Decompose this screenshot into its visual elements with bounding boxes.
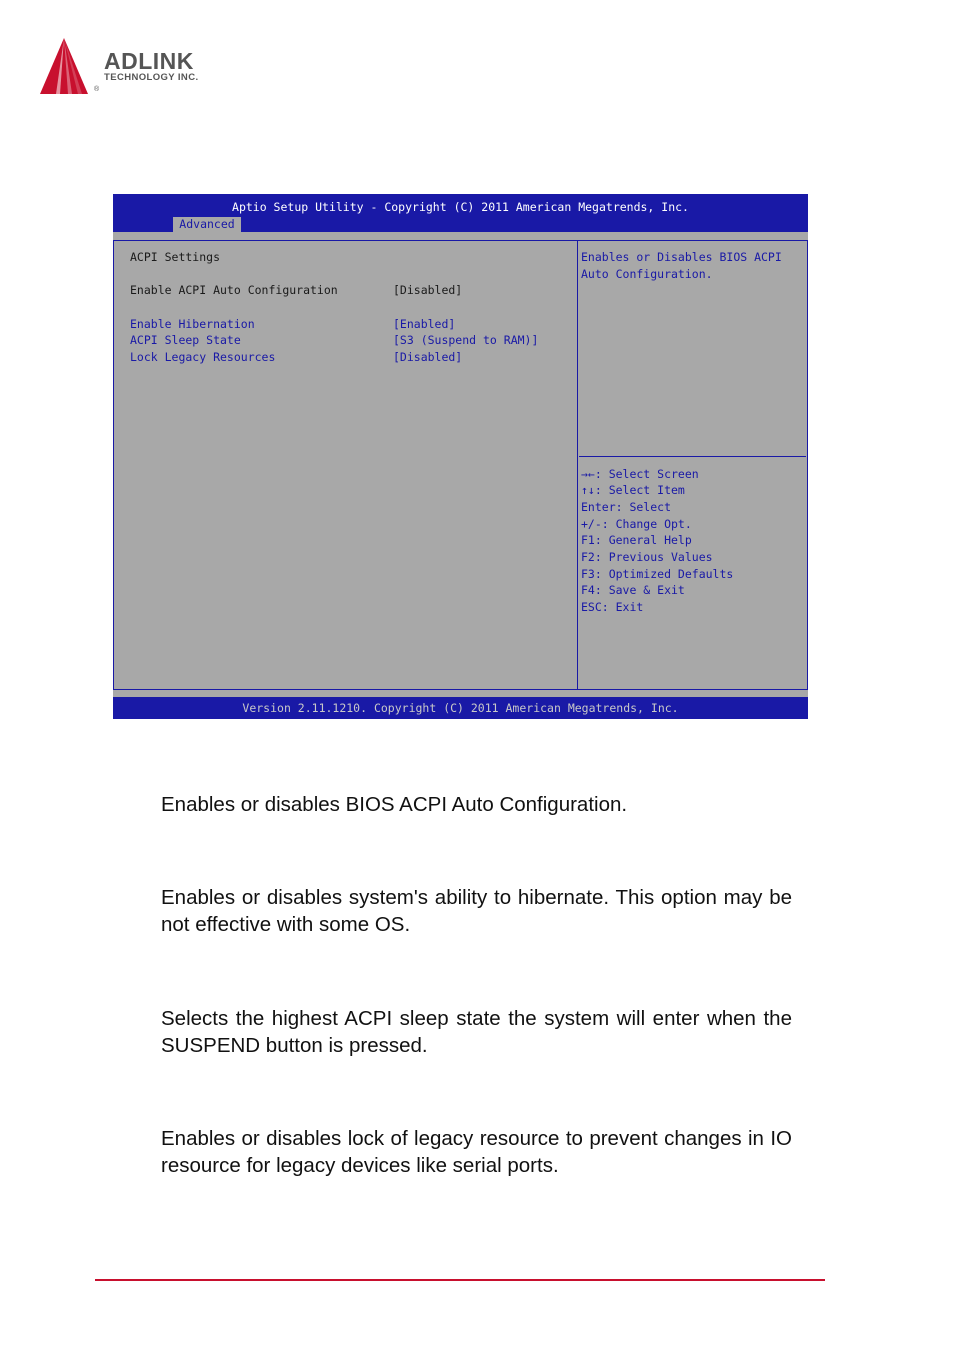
help-text-line: Enables or Disables BIOS ACPI xyxy=(581,250,782,264)
bios-main-frame xyxy=(113,240,808,690)
footer-rule xyxy=(95,1279,825,1281)
description-sleep-state: Selects the highest ACPI sleep state the system will enter when the SUSPEND button is pressed. xyxy=(161,1007,792,1057)
bios-column-divider xyxy=(577,240,578,690)
tab-advanced[interactable]: Advanced xyxy=(173,217,241,232)
bios-help-divider xyxy=(579,456,806,457)
brand-subtitle: TECHNOLOGY INC. xyxy=(104,72,199,83)
key-help-select-screen: →←: Select Screen xyxy=(581,467,699,481)
setting-value-sleep-state[interactable]: [S3 (Suspend to RAM)] xyxy=(393,333,539,347)
setting-value-legacy-resources[interactable]: [Disabled] xyxy=(393,350,463,364)
key-help-enter: Enter: Select xyxy=(581,500,672,514)
key-help-f1: F1: General Help xyxy=(581,533,692,547)
brand-name: ADLINK xyxy=(104,48,194,74)
description-hibernation: Enables or disables system's ability to hibernate. This option may be not effective with some OS. xyxy=(161,886,792,936)
key-help-change-opt: +/-: Change Opt. xyxy=(581,517,692,531)
company-logo xyxy=(38,36,238,100)
description-acpi-auto-config: Enables or disables BIOS ACPI Auto Configuration. xyxy=(161,793,628,816)
registered-mark: ® xyxy=(94,86,100,93)
setting-value-acpi-auto-config[interactable]: [Disabled] xyxy=(393,283,463,297)
help-text-line: Auto Configuration. xyxy=(581,267,713,281)
key-help-f4: F4: Save & Exit xyxy=(581,583,685,597)
key-help-select-item: ↑↓: Select Item xyxy=(581,483,685,497)
adlink-triangle-icon xyxy=(38,36,100,98)
bios-version: Version 2.11.1210. Copyright (C) 2011 American Megatrends, Inc. xyxy=(242,701,679,715)
bios-footer xyxy=(113,697,808,719)
bios-title: Aptio Setup Utility - Copyright (C) 2011 American Megatrends, Inc. xyxy=(232,200,689,214)
setting-label-legacy-resources[interactable]: Lock Legacy Resources xyxy=(130,350,276,364)
key-help-f2: F2: Previous Values xyxy=(581,550,713,564)
setting-label-sleep-state[interactable]: ACPI Sleep State xyxy=(130,333,241,347)
description-legacy-resources: Enables or disables lock of legacy resource to prevent changes in IO resource for legacy devices like serial ports. xyxy=(161,1127,792,1177)
section-title: ACPI Settings xyxy=(130,250,221,264)
setting-label-acpi-auto-config[interactable]: Enable ACPI Auto Configuration xyxy=(130,283,338,297)
bios-setup-screen xyxy=(113,194,808,719)
setting-label-hibernation[interactable]: Enable Hibernation xyxy=(130,317,255,331)
setting-value-hibernation[interactable]: [Enabled] xyxy=(393,317,456,331)
bios-header xyxy=(113,194,808,232)
key-help-f3: F3: Optimized Defaults xyxy=(581,567,734,581)
key-help-esc: ESC: Exit xyxy=(581,600,644,614)
